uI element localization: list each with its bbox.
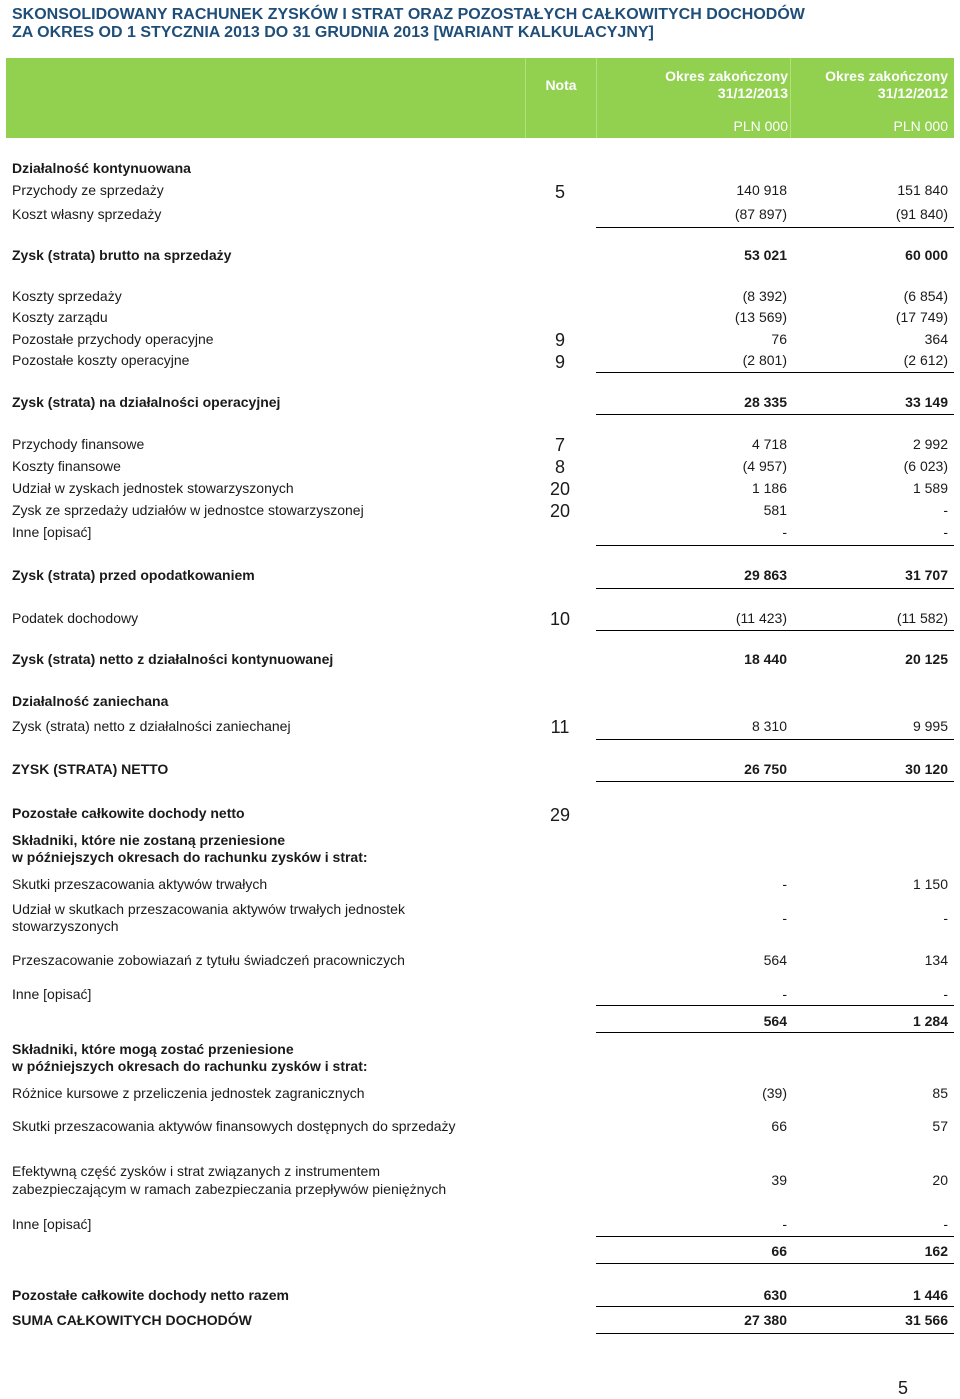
- value-2013: -: [782, 910, 787, 926]
- value-2012: 2 992: [912, 436, 948, 452]
- header-col1-line1: Okres zakończony: [665, 68, 788, 84]
- value-2012: -: [943, 986, 948, 1002]
- value-2012: 151 840: [897, 182, 948, 198]
- divider: [596, 630, 954, 631]
- section-continuing-ops: Działalność kontynuowana: [12, 160, 191, 176]
- note-ref: 29: [549, 805, 571, 825]
- header-currency-1: PLN 000: [733, 118, 788, 134]
- value-2013: 76: [771, 331, 787, 347]
- row-label: Inne [opisać]: [12, 1216, 92, 1232]
- header-col1-line2: 31/12/2013: [717, 85, 788, 101]
- value-2012: (91 840): [895, 206, 948, 222]
- divider: [596, 1333, 954, 1334]
- value-2012: 31 566: [905, 1312, 948, 1328]
- page-title-line2: ZA OKRES OD 1 STYCZNIA 2013 DO 31 GRUDNIA 2013 [WARIANT KALKULACYJNY]: [12, 24, 654, 41]
- divider: [596, 227, 954, 228]
- row-label: Przychody ze sprzedaży: [12, 182, 164, 198]
- row-label: zabezpieczającym w ramach zabezpieczania przepływów pieniężnych: [12, 1181, 447, 1197]
- divider: [596, 414, 954, 415]
- value-2013: 27 380: [744, 1312, 787, 1328]
- value-2012: (6 854): [903, 288, 948, 304]
- value-2012: (2 612): [903, 352, 948, 368]
- row-label: Inne [opisać]: [12, 524, 92, 540]
- value-2012: 30 120: [905, 761, 948, 777]
- value-2013: 26 750: [744, 761, 787, 777]
- header-currency-2: PLN 000: [893, 118, 948, 134]
- row-label: Podatek dochodowy: [12, 610, 139, 626]
- page-number: 5: [897, 1378, 908, 1398]
- divider: [596, 1306, 954, 1307]
- value-2012: 1 589: [912, 480, 948, 496]
- note-ref: 8: [554, 457, 565, 477]
- row-label: ZYSK (STRATA) NETTO: [12, 761, 169, 777]
- subsection-label: w późniejszych okresach do rachunku zysków i strat:: [12, 1058, 368, 1074]
- note-ref: 20: [549, 479, 571, 499]
- row-label: stowarzyszonych: [12, 918, 119, 934]
- subsection-label: w późniejszych okresach do rachunku zysków i strat:: [12, 849, 368, 865]
- value-2013: -: [782, 524, 787, 540]
- value-2012: 33 149: [905, 394, 948, 410]
- divider: [596, 1263, 954, 1264]
- value-2013: 4 718: [751, 436, 787, 452]
- note-ref: 11: [550, 717, 570, 737]
- row-label: SUMA CAŁKOWITYCH DOCHODÓW: [12, 1312, 252, 1328]
- subtotal-2013: 66: [771, 1243, 787, 1259]
- subtotal-2012: 162: [924, 1243, 948, 1259]
- value-2013: 29 863: [744, 567, 787, 583]
- divider: [596, 1236, 954, 1237]
- note-ref: 9: [554, 330, 565, 350]
- value-2013: (39): [762, 1085, 787, 1101]
- value-2013: 140 918: [736, 182, 787, 198]
- header-col2-line1: Okres zakończony: [825, 68, 948, 84]
- divider: [596, 588, 954, 589]
- row-label: Zysk (strata) brutto na sprzedaży: [12, 247, 232, 263]
- value-2013: 28 335: [744, 394, 787, 410]
- value-2012: -: [943, 524, 948, 540]
- value-2013: 1 186: [751, 480, 787, 496]
- divider: [596, 739, 954, 740]
- page-title-line1: SKONSOLIDOWANY RACHUNEK ZYSKÓW I STRAT ORAZ POZOSTAŁYCH CAŁKOWITYCH DOCHODÓW: [12, 6, 805, 23]
- divider: [596, 545, 954, 546]
- value-2012: 20 125: [905, 651, 948, 667]
- row-label: Przeszacowanie zobowiazań z tytułu świadczeń pracowniczych: [12, 952, 405, 968]
- subsection-label: Składniki, które nie zostaną przeniesione: [12, 832, 286, 848]
- row-label: Skutki przeszacowania aktywów finansowych dostępnych do sprzedaży: [12, 1118, 456, 1134]
- row-label: Efektywną część zysków i strat związanych z instrumentem: [12, 1163, 381, 1179]
- row-label: Koszt własny sprzedaży: [12, 206, 162, 222]
- value-2013: 564: [763, 952, 787, 968]
- row-label: Koszty finansowe: [12, 458, 121, 474]
- row-label: Skutki przeszacowania aktywów trwałych: [12, 876, 268, 892]
- subtotal-2012: 1 284: [912, 1013, 948, 1029]
- value-2012: (6 023): [903, 458, 948, 474]
- value-2012: 60 000: [905, 247, 948, 263]
- row-label: Koszty zarządu: [12, 309, 108, 325]
- note-ref: 9: [554, 352, 565, 372]
- value-2012: -: [943, 1216, 948, 1232]
- value-2013: -: [782, 986, 787, 1002]
- divider: [596, 1005, 954, 1006]
- row-label: Udział w zyskach jednostek stowarzyszonych: [12, 480, 294, 496]
- row-label: Koszty sprzedaży: [12, 288, 122, 304]
- row-label: Zysk ze sprzedaży udziałów w jednostce stowarzyszonej: [12, 502, 364, 518]
- value-2013: (13 569): [734, 309, 787, 325]
- value-2012: 9 995: [912, 718, 948, 734]
- divider: [596, 781, 954, 782]
- row-label: Zysk (strata) na działalności operacyjnej: [12, 394, 281, 410]
- value-2013: -: [782, 1216, 787, 1232]
- row-label: Inne [opisać]: [12, 986, 92, 1002]
- row-label: Pozostałe całkowite dochody netto: [12, 805, 245, 821]
- row-label: Zysk (strata) netto z działalności zaniechanej: [12, 718, 291, 734]
- value-2013: 66: [771, 1118, 787, 1134]
- table-header: [6, 58, 954, 138]
- header-nota: Nota: [545, 77, 577, 93]
- row-label: Udział w skutkach przeszacowania aktywów trwałych jednostek: [12, 901, 405, 917]
- subsection-label: Składniki, które mogą zostać przeniesione: [12, 1041, 294, 1057]
- value-2012: 1 150: [912, 876, 948, 892]
- divider: [596, 1032, 954, 1033]
- row-label: Zysk (strata) przed opodatkowaniem: [12, 567, 255, 583]
- value-2013: 39: [771, 1172, 787, 1188]
- value-2012: 31 707: [905, 567, 948, 583]
- value-2012: 85: [932, 1085, 948, 1101]
- value-2012: 1 446: [912, 1287, 948, 1303]
- note-ref: 5: [554, 182, 565, 202]
- header-col2-line2: 31/12/2012: [877, 85, 948, 101]
- note-ref: 7: [554, 435, 565, 455]
- value-2013: 630: [763, 1287, 787, 1303]
- value-2012: 134: [924, 952, 948, 968]
- value-2012: (17 749): [895, 309, 948, 325]
- value-2013: (11 423): [735, 610, 787, 626]
- value-2013: (4 957): [742, 458, 787, 474]
- value-2012: (11 582): [896, 610, 948, 626]
- value-2013: (87 897): [734, 206, 787, 222]
- divider: [596, 372, 954, 373]
- value-2013: -: [782, 876, 787, 892]
- value-2012: 20: [932, 1172, 948, 1188]
- row-label: Przychody finansowe: [12, 436, 145, 452]
- value-2012: 364: [924, 331, 948, 347]
- value-2012: 57: [932, 1118, 948, 1134]
- row-label: Pozostałe przychody operacyjne: [12, 331, 214, 347]
- row-label: Zysk (strata) netto z działalności kontynuowanej: [12, 651, 334, 667]
- value-2012: -: [943, 502, 948, 518]
- value-2013: 8 310: [751, 718, 787, 734]
- row-label: Różnice kursowe z przeliczenia jednostek zagranicznych: [12, 1085, 365, 1101]
- section-discontinued-ops: Działalność zaniechana: [12, 693, 169, 709]
- note-ref: 20: [549, 501, 571, 521]
- value-2013: 18 440: [744, 651, 787, 667]
- note-ref: 10: [549, 609, 571, 629]
- value-2013: 581: [763, 502, 787, 518]
- row-label: Pozostałe koszty operacyjne: [12, 352, 190, 368]
- value-2013: (8 392): [742, 288, 787, 304]
- value-2013: 53 021: [744, 247, 787, 263]
- subtotal-2013: 564: [763, 1013, 787, 1029]
- value-2012: -: [943, 910, 948, 926]
- value-2013: (2 801): [742, 352, 787, 368]
- row-label: Pozostałe całkowite dochody netto razem: [12, 1287, 289, 1303]
